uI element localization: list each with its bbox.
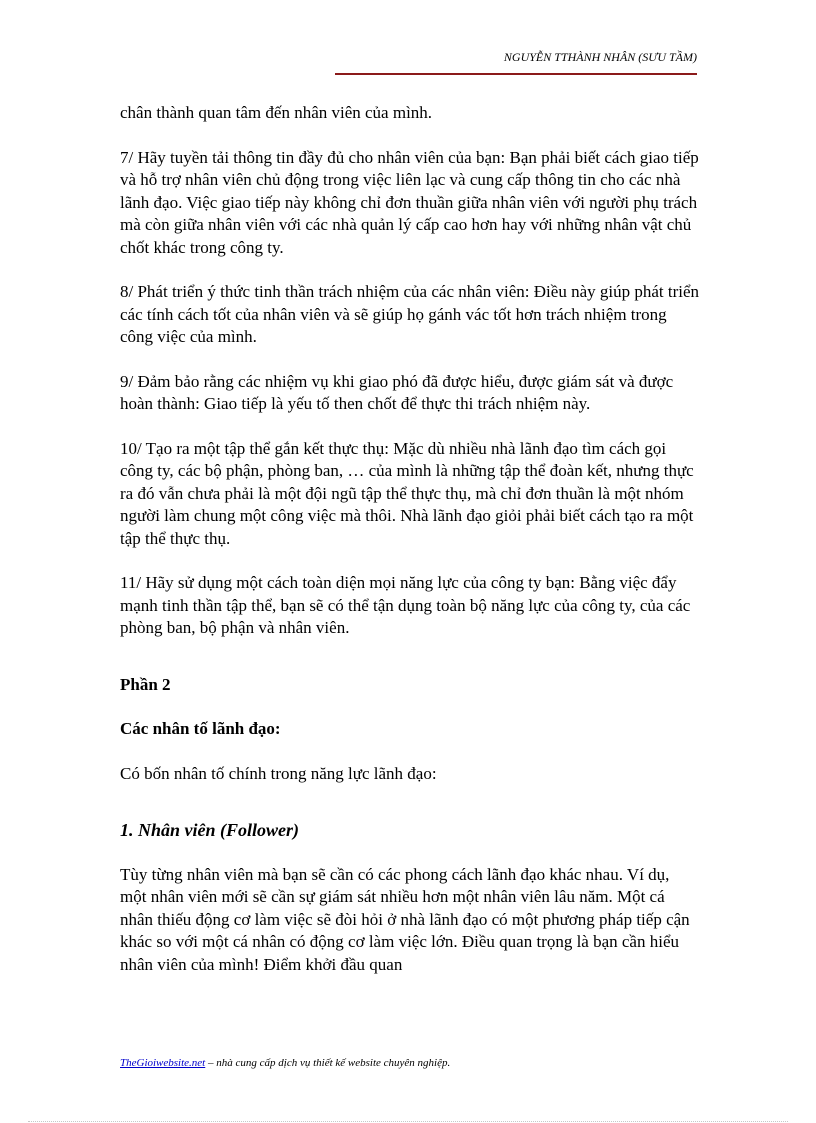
document-body [120, 102, 700, 976]
paragraph-item-10: 10/ Tạo ra một tập thể gắn kết thực thụ: Mặc dù nhiều nhà lãnh đạo tìm cách gọi công ty, các bộ phận, phòng ban, … của mình là những tập thể đoàn kết, nhưng thực ra đó vẫn chưa phải là một đội ngũ tập thể thực thụ, mà chỉ đơn thuần là một nhóm người làm chung một công việc mà thôi. Nhà lãnh đạo giỏi phải biết cách tạo ra một tập thể thực thụ. [120, 438, 694, 548]
paragraph-item-7: 7/ Hãy tuyền tải thông tin đầy đủ cho nhân viên của bạn: Bạn phải biết cách giao tiếp và hỗ trợ nhân viên chủ động trong việc liên lạc và cung cấp thông tin cho các nhà lãnh đạo. Việc giao tiếp này không chỉ đơn thuần giữa nhân viên với người phụ trách mà còn giữa nhân viên với các nhà quản lý cấp cao hơn hay với những nhân vật chủ chốt khác trong công ty. [120, 147, 699, 257]
paragraph-factors-intro: Có bốn nhân tố chính trong năng lực lãnh đạo: [120, 763, 437, 783]
section-part-title: Phần 2 [120, 674, 171, 694]
footer-text: – nhà cung cấp dịch vụ thiết kế website chuyên nghiệp. [205, 1057, 451, 1069]
paragraph-follower: Tùy từng nhân viên mà bạn sẽ cần có các phong cách lãnh đạo khác nhau. Ví dụ, một nhân viên mới sẽ cần sự giám sát nhiều hơn một nhân viên lâu năm. Một cá nhân thiếu động cơ làm việc sẽ đòi hỏi ở nhà lãnh đạo có một phương pháp tiếp cận khác so với một cá nhân có động cơ làm việc lớn. Điều quan trọng là bạn cần hiểu nhân viên của mình! Điểm khởi đầu quan [120, 864, 690, 974]
paragraph-item-9: 9/ Đảm bảo rằng các nhiệm vụ khi giao phó đã được hiểu, được giám sát và được hoàn thành: Giao tiếp là yếu tố then chốt để thực thi trách nhiệm này. [120, 371, 674, 413]
paragraph-item-8: 8/ Phát triển ý thức tinh thần trách nhiệm của các nhân viên: Điều này giúp phát triển các tính cách tốt của nhân viên và sẽ giúp họ gánh vác tốt hơn trách nhiệm trong công việc của mình. [120, 282, 700, 346]
page-footer [120, 1057, 450, 1069]
paragraph-item-11: 11/ Hãy sử dụng một cách toàn diện mọi năng lực của công ty bạn: Bằng việc đẩy mạnh tinh thần tập thể, bạn sẽ có thể tận dụng toàn bộ năng lực của công ty, của các phòng ban, bộ phận và nhân viên. [120, 573, 691, 637]
page-header [335, 50, 697, 75]
paragraph-intro: chân thành quan tâm đến nhân viên của mình. [120, 103, 433, 122]
page-bottom-divider [28, 1121, 788, 1122]
subsection-heading: 1. Nhân viên (Follower) [120, 820, 300, 840]
footer-link[interactable]: TheGioiwebsite.net [120, 1057, 206, 1069]
header-author: NGUYỄN TTHÀNH NHÂN (SƯU TẦM) [503, 50, 697, 64]
section-heading: Các nhân tố lãnh đạo: [120, 719, 281, 738]
